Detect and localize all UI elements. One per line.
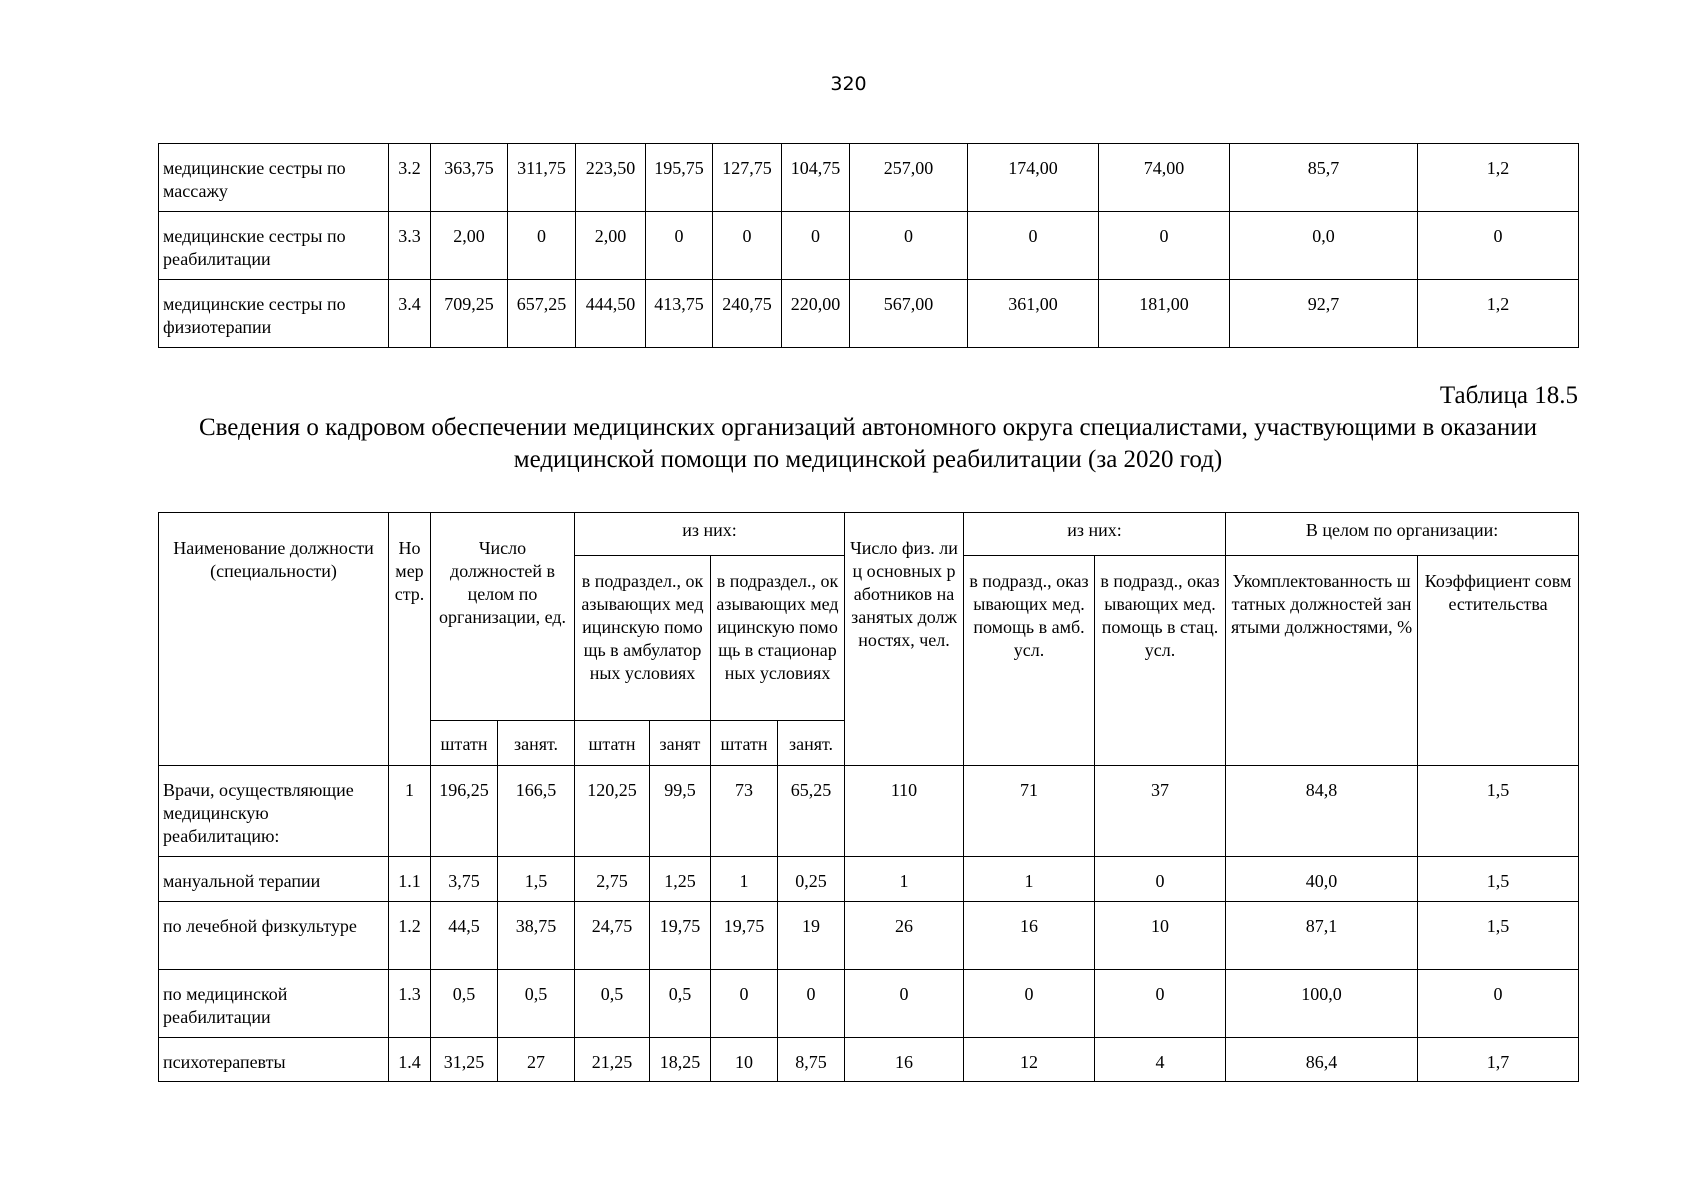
cont-table-value-cell: 257,00	[850, 144, 968, 212]
cont-table-value-cell: 220,00	[782, 280, 850, 348]
staffing-table-name-cell: психотерапевты	[159, 1038, 389, 1082]
staffing-table-value-cell: 73	[711, 766, 778, 857]
header-row-number: Номер стр.	[389, 513, 431, 766]
staffing-table-value-cell: 0	[778, 970, 845, 1038]
staffing-table-value-cell: 1.3	[389, 970, 431, 1038]
table-title-block	[158, 380, 1578, 476]
header-org-total: В целом по организации:	[1226, 513, 1579, 556]
cont-table-name-cell: медицинские сестры по реабилитации	[159, 212, 389, 280]
staffing-table-value-cell: 1,5	[1418, 902, 1579, 970]
cont-table-value-cell: 413,75	[646, 280, 713, 348]
cont-table-value-cell: 361,00	[968, 280, 1099, 348]
table-row	[159, 857, 1579, 902]
cont-table-value-cell: 311,75	[508, 144, 576, 212]
staffing-table-value-cell: 0	[1095, 857, 1226, 902]
cont-table-value-cell: 0	[968, 212, 1099, 280]
cont-table-value-cell: 74,00	[1099, 144, 1230, 212]
staffing-table-value-cell: 86,4	[1226, 1038, 1418, 1082]
cont-table-value-cell: 0	[713, 212, 782, 280]
cont-table-value-cell: 2,00	[431, 212, 508, 280]
header-occupied-inpatient: занят.	[778, 721, 845, 766]
cont-table-value-cell: 223,50	[576, 144, 646, 212]
staffing-table-value-cell: 19	[778, 902, 845, 970]
page-number: 320	[830, 73, 867, 95]
staffing-table-value-cell: 12	[964, 1038, 1095, 1082]
staffing-table-value-cell: 18,25	[650, 1038, 711, 1082]
staffing-table-value-cell: 27	[498, 1038, 575, 1082]
staffing-table-value-cell: 24,75	[575, 902, 650, 970]
staffing-table-value-cell: 0	[845, 970, 964, 1038]
staffing-table-value-cell: 10	[1095, 902, 1226, 970]
staffing-table-name-cell: Врачи, осуществляющие медицинскую реабилитацию:	[159, 766, 389, 857]
staffing-table-value-cell: 0,5	[650, 970, 711, 1038]
staffing-table-value-cell: 1,5	[1418, 766, 1579, 857]
cont-table-value-cell: 0,0	[1230, 212, 1418, 280]
header-of-them-1: из них:	[575, 513, 845, 556]
header-persons: Число физ. лиц основных работников на занятых должностях, чел.	[845, 513, 964, 766]
header-name: Наименование должности (специальности)	[159, 513, 389, 766]
staffing-table-value-cell: 19,75	[711, 902, 778, 970]
header-occupied-outpatient: занят	[650, 721, 711, 766]
cont-table-value-cell: 0	[782, 212, 850, 280]
staffing-table-value-cell: 71	[964, 766, 1095, 857]
cont-table-value-cell: 657,25	[508, 280, 576, 348]
staffing-table-value-cell: 0	[1418, 970, 1579, 1038]
staffing-table-value-cell: 120,25	[575, 766, 650, 857]
staffing-table-value-cell: 1,5	[498, 857, 575, 902]
header-of-them-2: из них:	[964, 513, 1226, 556]
staffing-table-value-cell: 100,0	[1226, 970, 1418, 1038]
staffing-table-value-cell: 0,5	[575, 970, 650, 1038]
header-stac: в подразд., оказывающих мед. помощь в стац. усл.	[1095, 556, 1226, 766]
staffing-table-value-cell: 110	[845, 766, 964, 857]
table-caption: Сведения о кадровом обеспечении медицинских организаций автономного округа специалистами, участвующими в оказании медицинской помощи по медицинской реабилитации (за 2020 год)	[198, 414, 1538, 473]
staffing-table-name-cell: мануальной терапии	[159, 857, 389, 902]
cont-table-value-cell: 104,75	[782, 144, 850, 212]
staffing-table-value-cell: 166,5	[498, 766, 575, 857]
cont-table-value-cell: 3.4	[389, 280, 431, 348]
staffing-table-value-cell: 1,7	[1418, 1038, 1579, 1082]
cont-table-value-cell: 240,75	[713, 280, 782, 348]
cont-table-value-cell: 0	[508, 212, 576, 280]
cont-table-value-cell: 567,00	[850, 280, 968, 348]
header-coefficient: Коэффициент совместительства	[1418, 556, 1579, 766]
staffing-table-value-cell: 2,75	[575, 857, 650, 902]
header-inpatient: в подраздел., оказывающих медицинскую помощь в стационарных условиях	[711, 556, 845, 721]
staffing-table-value-cell: 0	[711, 970, 778, 1038]
staffing-table-value-cell: 31,25	[431, 1038, 498, 1082]
header-staff-total: штатн	[431, 721, 498, 766]
staffing-table-value-cell: 196,25	[431, 766, 498, 857]
cont-table-value-cell: 0	[1099, 212, 1230, 280]
continued-table	[158, 143, 1579, 348]
cont-table-value-cell: 3.2	[389, 144, 431, 212]
staffing-table-value-cell: 1	[711, 857, 778, 902]
cont-table-name-cell: медицинские сестры по физиотерапии	[159, 280, 389, 348]
cont-table-value-cell: 709,25	[431, 280, 508, 348]
cont-table-name-cell: медицинские сестры по массажу	[159, 144, 389, 212]
staffing-table-value-cell: 0	[964, 970, 1095, 1038]
table-row	[159, 280, 1579, 348]
staffing-table-value-cell: 99,5	[650, 766, 711, 857]
cont-table-value-cell: 2,00	[576, 212, 646, 280]
header-staff-inpatient: штатн	[711, 721, 778, 766]
table-row	[159, 212, 1579, 280]
staffing-table-value-cell: 38,75	[498, 902, 575, 970]
staffing-table-value-cell: 37	[1095, 766, 1226, 857]
cont-table-value-cell: 0	[646, 212, 713, 280]
staffing-table-value-cell: 87,1	[1226, 902, 1418, 970]
staffing-table-value-cell: 16	[845, 1038, 964, 1082]
header-staffing: Укомплектованность штатных должностей занятыми должностями, %	[1226, 556, 1418, 766]
cont-table-value-cell: 174,00	[968, 144, 1099, 212]
cont-table-value-cell: 3.3	[389, 212, 431, 280]
staffing-table-value-cell: 16	[964, 902, 1095, 970]
staffing-table-value-cell: 84,8	[1226, 766, 1418, 857]
staffing-table-value-cell: 1.1	[389, 857, 431, 902]
staffing-table-value-cell: 3,75	[431, 857, 498, 902]
staffing-table-name-cell: по медицинской реабилитации	[159, 970, 389, 1038]
staffing-table-value-cell: 26	[845, 902, 964, 970]
table-number: Таблица 18.5	[1439, 382, 1578, 409]
staffing-table-value-cell: 1	[964, 857, 1095, 902]
cont-table-value-cell: 1,2	[1418, 280, 1579, 348]
table-row	[159, 902, 1579, 970]
staffing-table-value-cell: 0,25	[778, 857, 845, 902]
staffing-table-value-cell: 1	[389, 766, 431, 857]
cont-table-value-cell: 1,2	[1418, 144, 1579, 212]
cont-table-value-cell: 363,75	[431, 144, 508, 212]
header-staff-outpatient: штатн	[575, 721, 650, 766]
cont-table-value-cell: 195,75	[646, 144, 713, 212]
cont-table-value-cell: 127,75	[713, 144, 782, 212]
staffing-table-value-cell: 1	[845, 857, 964, 902]
cont-table-value-cell: 0	[850, 212, 968, 280]
table-row	[159, 144, 1579, 212]
header-amb: в подразд., оказывающих мед. помощь в амб. усл.	[964, 556, 1095, 766]
staffing-table-name-cell: по лечебной физкультуре	[159, 902, 389, 970]
staffing-table-value-cell: 0,5	[431, 970, 498, 1038]
staffing-table-value-cell: 4	[1095, 1038, 1226, 1082]
staffing-table-value-cell: 10	[711, 1038, 778, 1082]
cont-table-value-cell: 444,50	[576, 280, 646, 348]
staffing-table-value-cell: 1,5	[1418, 857, 1579, 902]
cont-table-value-cell: 181,00	[1099, 280, 1230, 348]
staffing-table-value-cell: 8,75	[778, 1038, 845, 1082]
staffing-table-value-cell: 1.2	[389, 902, 431, 970]
staffing-table-value-cell: 19,75	[650, 902, 711, 970]
staffing-table-value-cell: 21,25	[575, 1038, 650, 1082]
staffing-table-value-cell: 0,5	[498, 970, 575, 1038]
header-occupied-total: занят.	[498, 721, 575, 766]
table-row	[159, 970, 1579, 1038]
table-row	[159, 1038, 1579, 1082]
staffing-table-value-cell: 44,5	[431, 902, 498, 970]
table-row	[159, 766, 1579, 857]
staffing-table-value-cell: 65,25	[778, 766, 845, 857]
cont-table-value-cell: 92,7	[1230, 280, 1418, 348]
staffing-table-value-cell: 1.4	[389, 1038, 431, 1082]
staffing-table-value-cell: 40,0	[1226, 857, 1418, 902]
staffing-table	[158, 512, 1579, 1082]
staffing-table-value-cell: 0	[1095, 970, 1226, 1038]
cont-table-value-cell: 0	[1418, 212, 1579, 280]
header-positions-total: Число должностей в целом по организации, ед.	[431, 513, 575, 721]
header-outpatient: в подраздел., оказывающих медицинскую помощь в амбулаторных условиях	[575, 556, 711, 721]
staffing-table-value-cell: 1,25	[650, 857, 711, 902]
cont-table-value-cell: 85,7	[1230, 144, 1418, 212]
